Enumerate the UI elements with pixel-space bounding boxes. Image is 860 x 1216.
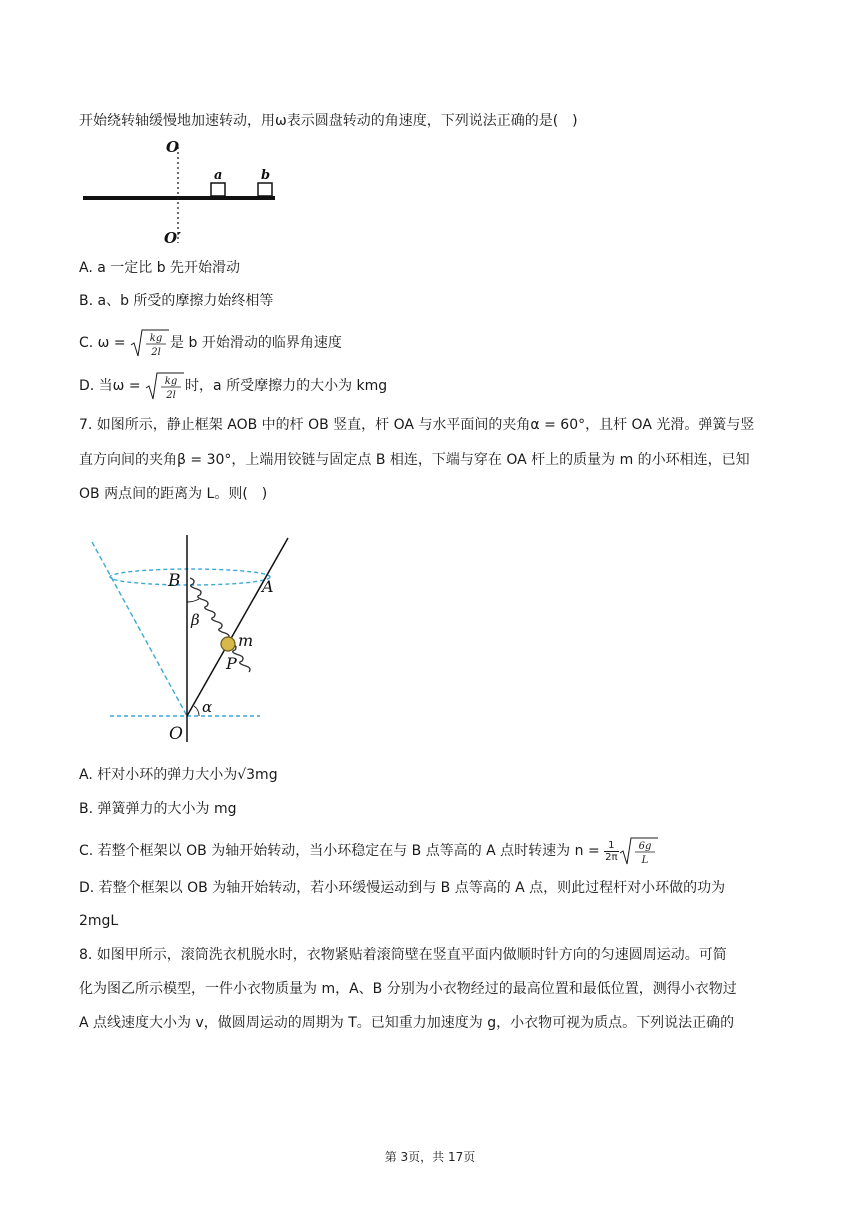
beta-arc [187,599,199,602]
q6-d-prefix: D. 当ω = [79,378,141,394]
label-P: P [226,654,237,673]
q6-option-c [79,326,342,360]
left-dashed-rod [92,542,187,716]
sqrt-6g-L [619,834,659,868]
q7-option-d: D. 若整个框架以 OB 为轴开始转动，若小环缓慢运动到与 B 点等高的 A 点，则此过程杆对小环做的功为 [79,880,726,896]
label-O-prime: O′ [164,229,182,247]
label-O: O [166,138,180,156]
svg-text:6g: 6g [638,841,651,852]
label-alpha: α [202,698,213,716]
label-a: a [214,168,223,183]
block-a [211,183,225,196]
q7-stem-line-3: OB 两点间的距离为 L。则( ) [79,486,268,502]
figure-disk-blocks [78,135,288,250]
q7-option-b: B. 弹簧弹力的大小为 mg [79,801,237,817]
q6-option-b: B. a、b 所受的摩擦力始终相等 [79,293,274,309]
q8-stem-line-3: A 点线速度大小为 v，做圆周运动的周期为 T。已知重力加速度为 g，小衣物可视为质点。下列说法正确的 [79,1015,735,1031]
q7-option-d-cont: 2mgL [79,913,119,929]
label-O: O [169,724,183,744]
q6-c-prefix: C. ω = [79,335,126,351]
q7-stem-line-1: 7. 如图所示，静止框架 AOB 中的杆 OB 竖直，杆 OA 与水平面间的夹角α = 60°，且杆 OA 光滑。弹簧与竖 [79,417,755,433]
svg-text:kg: kg [164,376,178,387]
q6-c-suffix: 是 b 开始滑动的临界角速度 [170,335,342,351]
label-b: b [261,168,271,183]
q8-stem-line-2: 化为图乙所示模型，一件小衣物质量为 m，A、B 分别为小衣物经过的最高位置和最低位置，测得小衣物过 [79,981,737,997]
svg-text:L: L [641,855,648,866]
sqrt-kg-2l-d [145,369,185,403]
label-B: B [168,571,181,591]
ring-P [221,637,235,651]
rotation-ellipse [110,569,270,585]
svg-text:kg: kg [149,333,163,344]
frac-1-2pi: $\frac{1}{2\pi}$ [605,839,618,863]
q7-option-a: A. 杆对小环的弹力大小为√3mg [79,767,278,783]
block-b [258,183,272,196]
q8-stem-line-1: 8. 如图甲所示，滚筒洗衣机脱水时，衣物紧贴着滚筒壁在竖直平面内做顺时针方向的匀速圆周运动。可简 [79,947,727,963]
figure-frame-spring [80,530,310,750]
page-footer: 第 3页，共 17页 [384,1150,476,1164]
q6-option-d [79,369,387,403]
label-A: A [262,577,274,596]
svg-text:2l: 2l [151,347,161,358]
q6-option-a: A. a 一定比 b 先开始滑动 [79,260,241,276]
question-6-stem-tail: 开始绕转轴缓慢地加速转动，用ω表示圆盘转动的角速度，下列说法正确的是( ) [79,113,578,129]
label-beta: β [191,611,200,629]
q7-c-prefix: C. 若整个框架以 OB 为轴开始转动，当小环稳定在与 B 点等高的 A 点时转速为 n = [79,843,600,859]
label-m: m [238,631,254,650]
q7-option-c [79,834,659,868]
sqrt-kg-2l [130,326,170,360]
rod-OA [187,538,288,716]
alpha-arc [194,706,199,716]
svg-text:2l: 2l [166,390,176,401]
q6-d-suffix: 时，a 所受摩擦力的大小为 kmg [185,378,388,394]
q7-stem-line-2: 直方向间的夹角β = 30°，上端用铰链与固定点 B 相连，下端与穿在 OA 杆上的质量为 m 的小环相连，已知 [79,452,750,468]
